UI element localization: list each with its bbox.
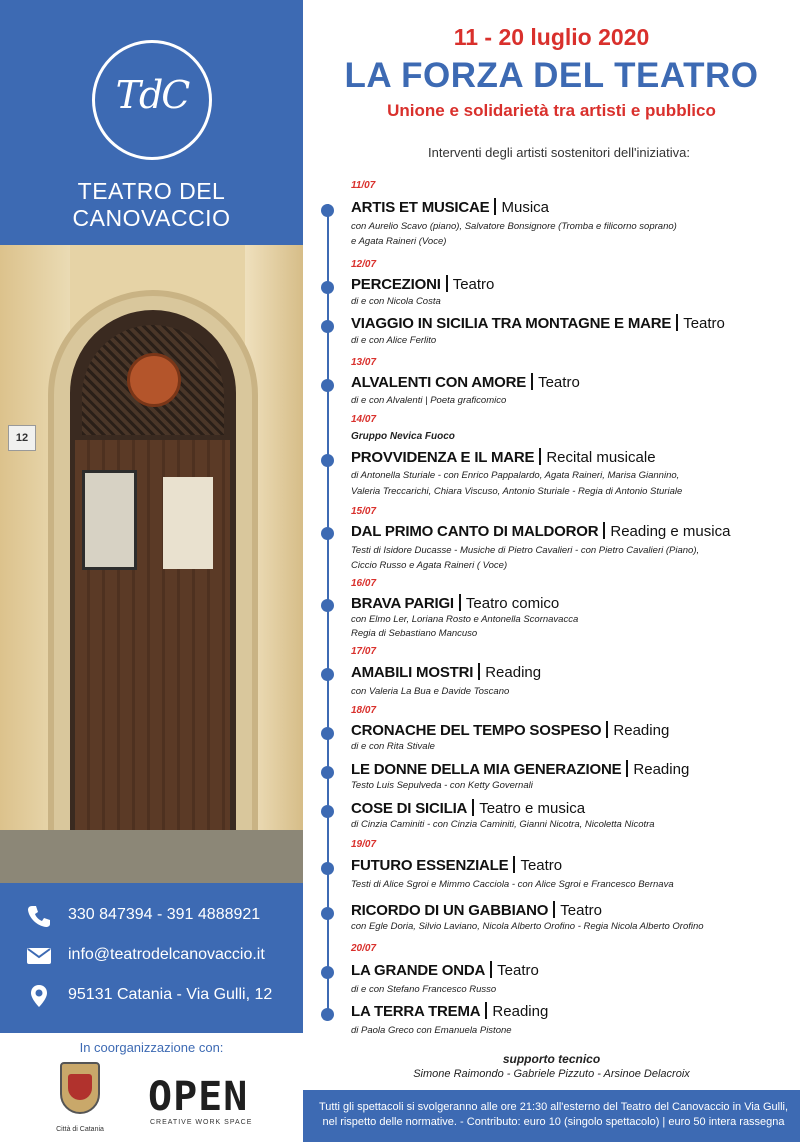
- open-logo-subtitle: CREATIVE WORK SPACE: [150, 1119, 253, 1126]
- coorganization-label: In coorganizzazione con:: [79, 1040, 224, 1055]
- program-item[interactable]: [351, 314, 725, 332]
- program-item[interactable]: [351, 901, 602, 919]
- timeline-dot: [321, 599, 334, 612]
- photo-medallion: [127, 353, 181, 407]
- program-genre: Teatro comico: [465, 595, 560, 612]
- program-genre: Reading: [485, 664, 542, 681]
- program-details: Testi di Alice Sgroi e Mimmo Cacciola - con Alice Sgroi e Francesco Bernava: [351, 879, 674, 890]
- contact-email-row[interactable]: [0, 941, 303, 971]
- program-item[interactable]: [351, 1002, 548, 1020]
- timeline-dot: [321, 766, 334, 779]
- program-details: con Elmo Ler, Loriana Rosto e Antonella Scornavacca: [351, 614, 579, 625]
- program-details: di e con Alice Ferlito: [351, 335, 437, 346]
- contact-email[interactable]: info@teatrodelcanovaccio.it: [68, 946, 265, 963]
- program-item[interactable]: [351, 856, 562, 874]
- program-item[interactable]: [351, 799, 585, 817]
- program-details: Regia di Sebastiano Mancuso: [351, 628, 478, 639]
- city-label: Città di Catania: [56, 1126, 104, 1133]
- left-column: [0, 0, 303, 1142]
- title-separator: [459, 594, 461, 611]
- mail-icon: [26, 944, 52, 968]
- program-details: di Paola Greco con Emanuela Pistone: [351, 1025, 512, 1036]
- catania-crest-icon: [60, 1062, 100, 1114]
- tech-support-label: supporto tecnico: [502, 1052, 601, 1066]
- program-title: LA TERRA TREMA: [351, 1003, 481, 1020]
- title-separator: [606, 721, 608, 738]
- program-title: RICORDO DI UN GABBIANO: [351, 902, 549, 919]
- program-details: di Cinzia Caminiti - con Cinzia Caminiti, Gianni Nicotra, Nicoletta Nicotra: [351, 819, 655, 830]
- program-title: AMABILI MOSTRI: [351, 664, 474, 681]
- timeline-dot: [321, 281, 334, 294]
- program-details: con Valeria La Bua e Davide Toscano: [351, 686, 510, 697]
- program-item[interactable]: [351, 961, 539, 979]
- program-day: 12/07: [351, 259, 377, 270]
- title-separator: [539, 448, 541, 465]
- program-title: LA GRANDE ONDA: [351, 962, 486, 979]
- program-details: Ciccio Russo e Agata Raineri ( Voce): [351, 560, 508, 571]
- intro-text: Interventi degli artisti sostenitori dell'iniziativa:: [428, 145, 690, 160]
- program-title: PERCEZIONI: [351, 276, 441, 293]
- timeline-dot: [321, 320, 334, 333]
- title-separator: [513, 856, 515, 873]
- contact-address-row[interactable]: [0, 981, 303, 1011]
- program-genre: Teatro: [683, 315, 725, 332]
- program-item[interactable]: [351, 594, 559, 612]
- timeline-dot: [321, 1008, 334, 1021]
- title-separator: [553, 901, 555, 918]
- program-details: Testo Luis Sepulveda - con Ketty Governali: [351, 780, 533, 791]
- program-title: ALVALENTI CON AMORE: [351, 374, 527, 391]
- program-item[interactable]: [351, 760, 689, 778]
- program-details: Valeria Treccarichi, Chiara Viscuso, Antonio Sturiale - Regia di Antonio Sturiale: [351, 486, 683, 497]
- contact-address[interactable]: 95131 Catania - Via Gulli, 12: [68, 986, 273, 1003]
- program-item[interactable]: [351, 721, 669, 739]
- crest-shield: [68, 1074, 92, 1100]
- program-day: 20/07: [351, 943, 377, 954]
- footer-line-2: nel rispetto delle normative. - Contributo: euro 10 (singolo spettacolo) | euro 50 intera rassegna: [322, 1116, 785, 1128]
- brand-name: TEATRO DEL CANOVACCIO: [72, 178, 231, 231]
- program-title: VIAGGIO IN SICILIA TRA MONTAGNE E MARE: [351, 315, 672, 332]
- program-group: Gruppo Nevica Fuoco: [351, 431, 455, 442]
- theatre-door-photo: [0, 245, 303, 883]
- program-details: con Egle Doria, Silvio Laviano, Nicola Alberto Orofino - Regia Nicola Alberto Orofino: [351, 921, 704, 932]
- photo-poster-right: [163, 477, 213, 569]
- program-day: 19/07: [351, 839, 377, 850]
- timeline-dot: [321, 668, 334, 681]
- street-number-plate: 12: [8, 425, 36, 451]
- footer-text: [311, 1100, 796, 1130]
- theatre-logo: [92, 40, 212, 160]
- program-item[interactable]: [351, 522, 730, 540]
- program-item[interactable]: [351, 275, 494, 293]
- program-day: 13/07: [351, 357, 377, 368]
- tech-support-names: Simone Raimondo - Gabriele Pizzuto - Arsinoe Delacroix: [413, 1068, 690, 1080]
- program-item[interactable]: [351, 198, 549, 216]
- program-genre: Teatro e musica: [479, 800, 586, 817]
- program-details: di e con Nicola Costa: [351, 296, 441, 307]
- title-separator: [494, 198, 496, 215]
- program-day: 17/07: [351, 646, 377, 657]
- title-separator: [603, 522, 605, 539]
- program-details: con Aurelio Scavo (piano), Salvatore Bonsignore (Tromba e filicorno soprano): [351, 221, 677, 232]
- timeline-dot: [321, 805, 334, 818]
- program-genre: Reading: [613, 722, 670, 739]
- program-title: BRAVA PARIGI: [351, 595, 454, 612]
- event-dates: 11 - 20 luglio 2020: [453, 24, 650, 50]
- program-genre: Teatro: [560, 902, 602, 919]
- logo-monogram: TdC: [115, 73, 189, 117]
- timeline-dot: [321, 862, 334, 875]
- title-separator: [676, 314, 678, 331]
- page-subtitle: Unione e solidarietà tra artisti e pubblico: [387, 101, 716, 120]
- contact-phone[interactable]: 330 847394 - 391 4888921: [68, 906, 261, 923]
- program-details: di e con Alvalenti | Poeta graficomico: [351, 395, 507, 406]
- timeline-dot: [321, 204, 334, 217]
- title-separator: [446, 275, 448, 292]
- title-separator: [531, 373, 533, 390]
- program-day: 11/07: [351, 180, 376, 191]
- page-title: LA FORZA DEL TEATRO: [344, 56, 759, 95]
- program-title: DAL PRIMO CANTO DI MALDOROR: [351, 523, 599, 540]
- timeline-dot: [321, 454, 334, 467]
- program-details: di Antonella Sturiale - con Enrico Pappalardo, Agata Raineri, Marisa Giannino,: [351, 470, 680, 481]
- program-item[interactable]: [351, 373, 580, 391]
- program-details: e Agata Raineri (Voce): [351, 236, 447, 247]
- program-item[interactable]: [351, 663, 541, 681]
- program-genre: Teatro: [497, 962, 539, 979]
- brand-panel: [0, 0, 303, 245]
- open-logo: OPEN: [148, 1074, 249, 1120]
- program-day: 15/07: [351, 506, 377, 517]
- program-genre: Reading: [633, 761, 690, 778]
- contact-phone-row[interactable]: [0, 901, 303, 931]
- program-title: ARTIS ET MUSICAE: [351, 199, 490, 216]
- program-genre: Reading e musica: [610, 523, 731, 540]
- timeline-dot: [321, 527, 334, 540]
- program-genre: Teatro: [452, 276, 495, 293]
- photo-doorstep: [0, 830, 303, 883]
- program-genre: Musica: [501, 199, 549, 216]
- program-day: 18/07: [351, 705, 377, 716]
- program-genre: Teatro: [538, 374, 580, 391]
- timeline-dot: [321, 907, 334, 920]
- program-title: PROVVIDENZA E IL MARE: [351, 449, 535, 466]
- photo-poster-left: [82, 470, 137, 570]
- program-details: Testi di Isidore Ducasse - Musiche di Pietro Cavalieri - con Pietro Cavalieri (Piano),: [351, 545, 700, 556]
- program-day: 14/07: [351, 414, 377, 425]
- program-genre: Recital musicale: [546, 449, 656, 466]
- title-separator: [472, 799, 474, 816]
- program-title: LE DONNE DELLA MIA GENERAZIONE: [351, 761, 622, 778]
- title-separator: [626, 760, 628, 777]
- title-separator: [478, 663, 480, 680]
- program-genre: Reading: [492, 1003, 549, 1020]
- phone-icon: [26, 904, 52, 928]
- timeline-dot: [321, 966, 334, 979]
- title-separator: [490, 961, 492, 978]
- footer-info-bar: [303, 1090, 800, 1142]
- footer-line-1: Tutti gli spettacoli si svolgeranno alle ore 21:30 all'esterno del Teatro del Canovaccio in Via Gulli,: [318, 1101, 789, 1113]
- title-separator: [485, 1002, 487, 1019]
- timeline-dot: [321, 727, 334, 740]
- program-day: 16/07: [351, 578, 377, 589]
- program-details: di e con Rita Stivale: [351, 741, 435, 752]
- program-details: di e con Stefano Francesco Russo: [351, 984, 497, 995]
- location-icon: [26, 984, 52, 1008]
- program-title: FUTURO ESSENZIALE: [351, 857, 509, 874]
- contacts-panel: [0, 883, 303, 1033]
- program-title: COSE DI SICILIA: [351, 800, 468, 817]
- timeline-dot: [321, 379, 334, 392]
- program-title: CRONACHE DEL TEMPO SOSPESO: [351, 722, 602, 739]
- program-genre: Teatro: [520, 857, 563, 874]
- program-item[interactable]: [351, 448, 656, 466]
